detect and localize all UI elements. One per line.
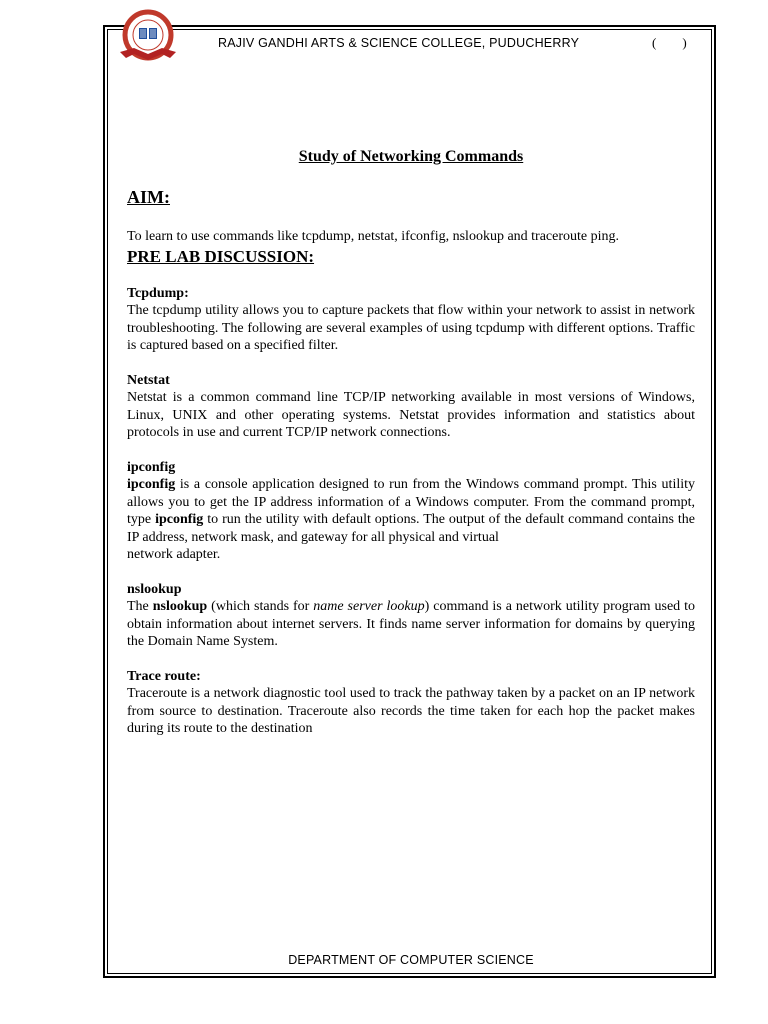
netstat-heading: Netstat (127, 372, 170, 388)
traceroute-text: Traceroute is a network diagnostic tool used to track the pathway taken by a packet on an IP network from source to destination. Traceroute also records the time taken for each hop the packet makes during its route to the destination (127, 686, 695, 736)
nslookup-text (127, 598, 695, 651)
ipconfig-text-3: network adapter. (127, 547, 221, 562)
ipconfig-term: ipconfig (127, 477, 176, 492)
ipconfig-text-1: is a console application designed to run from the Windows command prompt. This utility allows you to get the IP address information of a Windows computer. From the command prompt, type (127, 477, 695, 527)
nslookup-term: nslookup (152, 599, 208, 614)
section-tcpdump (127, 285, 695, 355)
netstat-text: Netstat is a common command line TCP/IP networking available in most versions of Windows, Linux, UNIX and other operating systems. Netstat provides information and statistics about protocols in use and current TCP/IP network connections. (127, 390, 695, 440)
section-nslookup (127, 581, 695, 651)
section-ipconfig (127, 459, 695, 564)
traceroute-heading: Trace route: (127, 668, 201, 684)
college-emblem-icon (114, 8, 184, 66)
nslookup-expansion: name server lookup (313, 599, 425, 614)
aim-text: To learn to use commands like tcpdump, netstat, ifconfig, nslookup and traceroute ping. (127, 229, 620, 244)
document-body (127, 186, 695, 755)
nslookup-text-1: (which stands for (207, 599, 314, 614)
aim-heading: AIM: (127, 187, 170, 207)
ipconfig-heading: ipconfig (127, 459, 176, 475)
footer-department: DEPARTMENT OF COMPUTER SCIENCE (288, 953, 534, 967)
page-number: ( ) (652, 35, 687, 50)
section-traceroute (127, 668, 695, 738)
ipconfig-text (127, 476, 695, 546)
prelab-heading: PRE LAB DISCUSSION: (127, 246, 315, 266)
page-title: Study of Networking Commands (298, 148, 524, 165)
section-netstat (127, 372, 695, 442)
tcpdump-text: The tcpdump utility allows you to capture packets that flow within your network to assist in network troubleshooting. The following are several examples of using tcpdump with different options. Traffic is captured based on a specified filter. (127, 303, 695, 353)
tcpdump-heading: Tcpdump: (127, 285, 189, 301)
nslookup-text-2: ) command is a network utility program used to obtain information about internet servers. It finds name server information for domains by querying the Domain Name System. (127, 599, 696, 649)
ipconfig-text-2: to run the utility with default options. The output of the default command contains the IP address, network mask, and gateway for all physical and virtual (127, 512, 696, 545)
nslookup-heading: nslookup (127, 581, 182, 597)
ipconfig-term-2: ipconfig (155, 512, 204, 527)
college-name: RAJIV GANDHI ARTS & SCIENCE COLLEGE, PUDUCHERRY (218, 36, 580, 50)
nslookup-lead: The (127, 599, 153, 614)
